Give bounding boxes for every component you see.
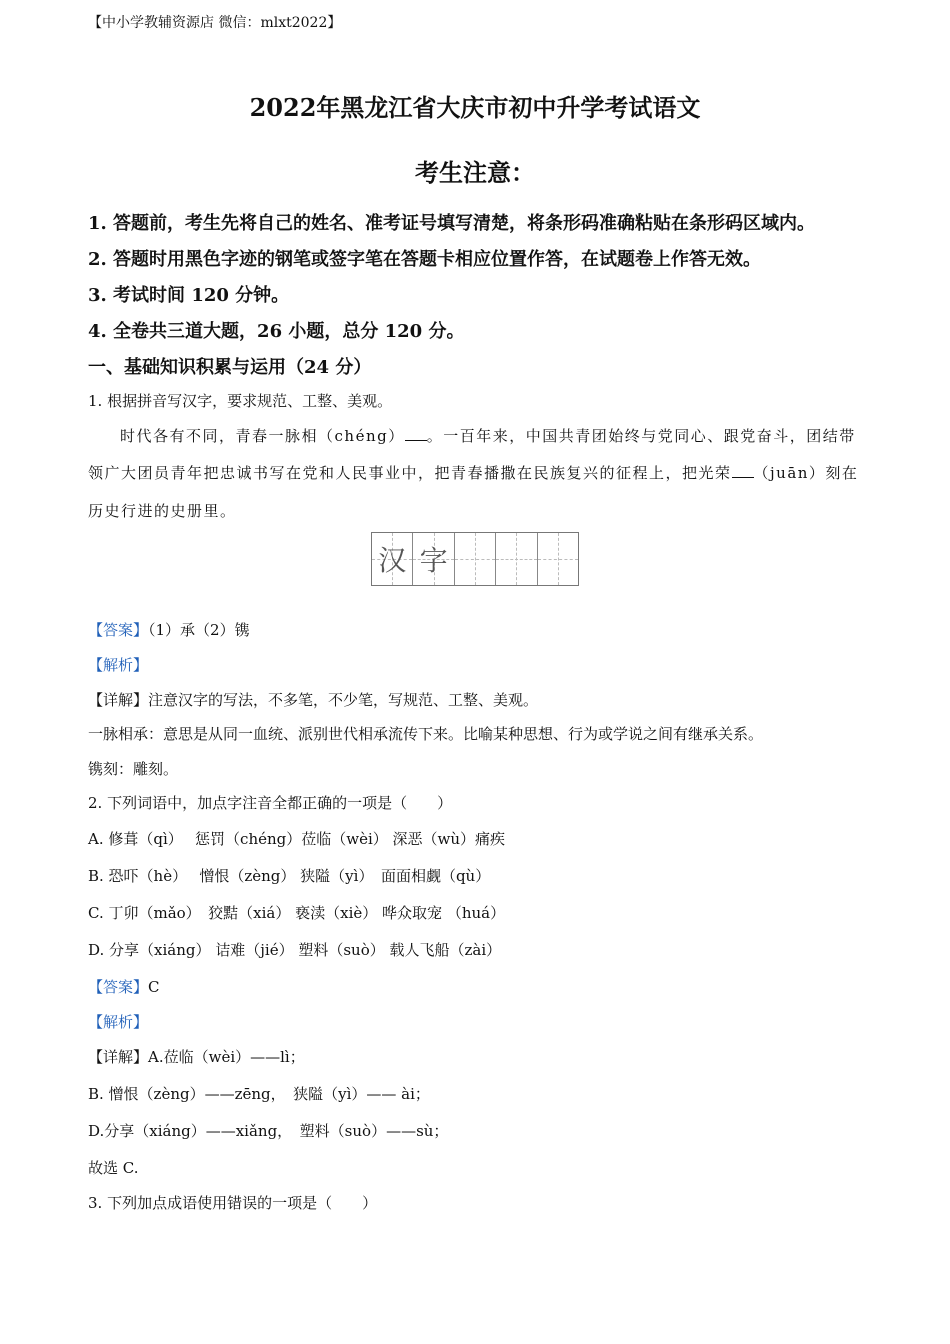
page-title: 2022年黑龙江省大庆市初中升学考试语文 xyxy=(249,93,701,122)
grid-cell xyxy=(538,533,578,585)
detail-tag: 【详解】 xyxy=(88,691,149,709)
page-header: 【中小学教辅资源店 微信：mlxt2022】 xyxy=(88,15,342,31)
question-1-passage-line-1 xyxy=(120,425,860,446)
grid-cell: 字 xyxy=(413,533,454,585)
notice-item: 1. 答题前，考生先将自己的姓名、准考证号填写清楚，将条形码准确粘贴在条形码区域内。 xyxy=(88,213,816,234)
question-2-option-b: B. 恐吓（hè） 憎恨（zèng） 狭隘（yì） 面面相觑（qù） xyxy=(88,867,491,885)
question-2-conclusion: 故选 C. xyxy=(88,1159,139,1177)
analysis-tag: 【解析】 xyxy=(88,656,149,674)
notice-item: 2. 答题时用黑色字迹的钢笔或签字笔在答题卡相应位置作答，在试题卷上作答无效。 xyxy=(88,249,762,270)
answer-tag: 【答案】 xyxy=(88,978,149,996)
question-1-stem: 1. 根据拼音写汉字，要求规范、工整、美观。 xyxy=(88,392,393,410)
detail-text: 注意汉字的写法，不多笔，不少笔，写规范、工整、美观。 xyxy=(148,691,539,709)
fill-blank xyxy=(732,463,754,478)
passage-text: （juān）刻在 xyxy=(753,464,859,482)
passage-text: 时代各有不同，青春一脉相（chéng） xyxy=(120,427,405,445)
question-1-note: 镌刻：雕刻。 xyxy=(88,760,179,778)
question-2-option-c: C. 丁卯（mǎo） 狡黠（xiá） 亵渎（xiè） 哗众取宠 （huá） xyxy=(88,904,506,922)
detail-text: A.莅临（wèi）——lì； xyxy=(148,1048,305,1066)
answer-tag: 【答案】 xyxy=(88,621,149,639)
notice-item: 3. 考试时间 120 分钟。 xyxy=(88,285,290,306)
question-1-answer xyxy=(88,619,250,640)
question-3-stem: 3. 下列加点成语使用错误的一项是（ ） xyxy=(88,1194,378,1212)
analysis-tag: 【解析】 xyxy=(88,1013,149,1031)
page-subtitle: 考生注意： xyxy=(415,158,535,187)
grid-cell xyxy=(496,533,537,585)
question-1-detail xyxy=(88,689,538,710)
answer-text: （1）承（2）镌 xyxy=(148,621,250,639)
question-2-detail-b: B. 憎恨（zèng）——zēng， 狭隘（yì）—— ài； xyxy=(88,1085,430,1103)
question-2-stem: 2. 下列词语中，加点字注音全都正确的一项是（ ） xyxy=(88,794,453,812)
question-2-option-d: D. 分享（xiáng） 诘难（jié） 塑料（suò） 载人飞船（zài） xyxy=(88,941,502,959)
question-1-note: 一脉相承：意思是从同一血统、派别世代相承流传下来。比喻某种思想、行为或学说之间有继承关系。 xyxy=(88,725,764,743)
question-2-detail-d: D.分享（xiáng）——xiǎng， 塑料（suò）——sù； xyxy=(88,1122,449,1140)
question-2-detail xyxy=(88,1046,305,1067)
fill-blank xyxy=(405,426,427,441)
passage-text: 。一百年来，中国共青团始终与党同心、跟党奋斗，团结带 xyxy=(426,427,856,445)
notice-item: 4. 全卷共三道大题，26 小题，总分 120 分。 xyxy=(88,321,465,342)
grid-cell: 汉 xyxy=(372,533,413,585)
question-1-passage-line-2 xyxy=(88,462,858,483)
detail-tag: 【详解】 xyxy=(88,1048,149,1066)
question-2-option-a: A. 修葺（qì） 惩罚（chéng）莅临（wèi） 深恶（wù）痛疾 xyxy=(88,830,506,848)
answer-text: C xyxy=(148,978,160,996)
grid-cell xyxy=(455,533,496,585)
question-2-answer xyxy=(88,976,160,997)
writing-grid xyxy=(371,532,579,586)
passage-text: 领广大团员青年把忠诚书写在党和人民事业中，把青春播撒在民族复兴的征程上，把光荣 xyxy=(88,464,732,482)
question-1-passage-line-3: 历史行进的史册里。 xyxy=(88,502,237,520)
section-heading: 一、基础知识积累与运用（24 分） xyxy=(88,357,372,378)
